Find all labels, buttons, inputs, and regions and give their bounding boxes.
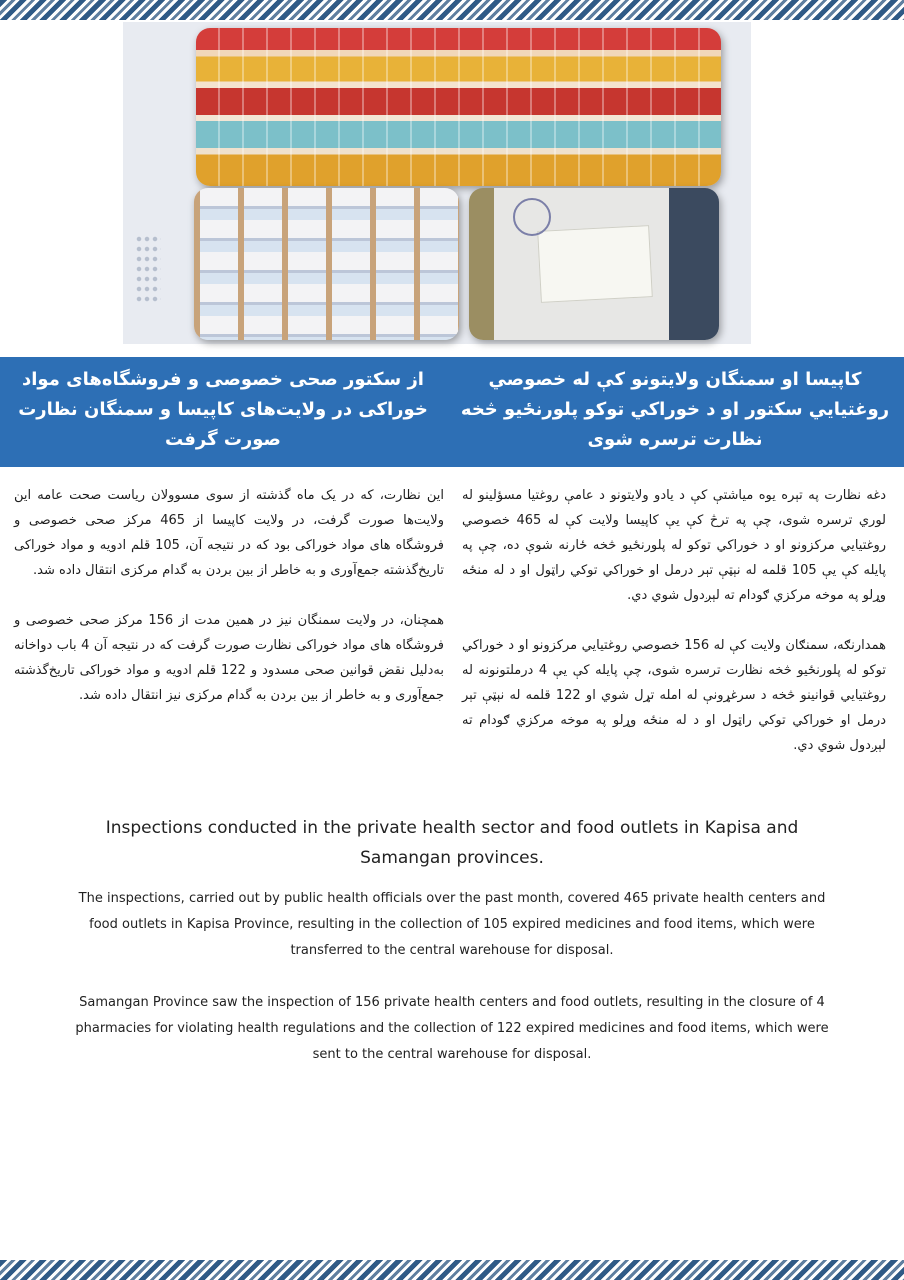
decorative-border-bottom xyxy=(0,1260,904,1280)
headline-band xyxy=(0,357,904,467)
shop-shelves-photo xyxy=(196,28,721,186)
dari-article xyxy=(14,483,444,733)
english-title: Inspections conducted in the private health sector and food outlets in Kapisa and Samangan provinces. xyxy=(105,818,799,868)
seal-notice-paper xyxy=(537,225,653,303)
dot-grid-decoration xyxy=(135,234,161,304)
pashto-paragraph-1: دغه نظارت په تېره یوه میاشتې کې د یادو ولایتونو د عامې روغتیا مسؤلینو له لوري ترسره شوی، چې په ترڅ کې یې کاپیسا ولایت کې له 465 خصوصي روغتیايي مرکزونو او د خوراکي توکو له پلورنځیو څخه ځارنه شوې ده، چې په پایله کې یې 105 قلمه له نېټې تېر درمل او خوراکي توکي راټول او د له منځه وړلو په موخه مرکزي ګودام ته لېږدول شوي دي. xyxy=(462,488,886,603)
stamp-mark xyxy=(513,198,551,236)
dari-headline: از سکتور صحی خصوصی و فروشگاه‌های مواد خوراکی در ولایت‌های کاپیسا و سمنگان نظارت صورت گرفت xyxy=(18,369,428,450)
english-paragraph-1: The inspections, carried out by public health officials over the past month, covered 465 private health centers and food outlets in Kapisa Province, resulting in the collection of 105 expired medicines and food items, which were transferred to the central warehouse for disposal. xyxy=(78,891,826,958)
sealed-door-photo xyxy=(469,188,719,340)
pharmacy-shelves-photo xyxy=(194,188,459,340)
pashto-headline: کاپیسا او سمنگان ولایتونو کې له خصوصي روغتیايي سکتور او د خوراکي توکو پلورنځیو څخه نظارت ترسره شوی xyxy=(460,369,890,450)
dari-paragraph-2: همچنان، در ولایت سمنگان نیز در همین مدت از 156 مرکز صحی خصوصی و فروشگاه های مواد خوراکی نظارت صورت گرفت که در نتیجه آن 4 باب دواخانه به‌دلیل نقض قوانین صحی مسدود و 122 قلم ادویه و مواد خوراکی تاریخ‌گذشته جمع‌آوری و به خاطر از بین بردن به گدام مرکزی نیز انتقال داده شد. xyxy=(14,613,444,703)
pashto-paragraph-2: همدارنګه، سمنګان ولایت کې له 156 خصوصي روغتیايي مرکزونو او د خوراکي توکو له پلورنځیو څخه نظارت ترسره شوی، چې پایله کې یې 4 درملتونونه له روغتیايي قوانینو څخه د سرغړونې له امله تړل شوي او 122 قلمه له نېټې تېر درمل او خوراکي توکي راټول او د له منځه وړلو په موخه مرکزي ګودام ته لېږدول شوي دي. xyxy=(462,638,886,753)
photo-collage xyxy=(123,22,751,344)
english-paragraph-2: Samangan Province saw the inspection of 156 private health centers and food outlets, resulting in the closure of 4 pharmacies for violating health regulations and the collection of 122 expired medicines and food items, which were sent to the central warehouse for disposal. xyxy=(75,995,829,1062)
dari-paragraph-1: این نظارت، که در یک ماه گذشته از سوی مسوولان ریاست صحت عامه این ولایت‌ها صورت گرفت، در ولایت کاپیسا از 465 مرکز صحی خصوصی و فروشگاه های مواد خوراکی بود که در نتیجه آن، 105 قلم ادویه و مواد خوراکی تاریخ‌گذشته جمع‌آوری و به خاطر از بین بردن به گدام مرکزی انتقال داده شد. xyxy=(14,488,445,578)
pashto-article xyxy=(462,483,886,783)
decorative-border-top xyxy=(0,0,904,20)
